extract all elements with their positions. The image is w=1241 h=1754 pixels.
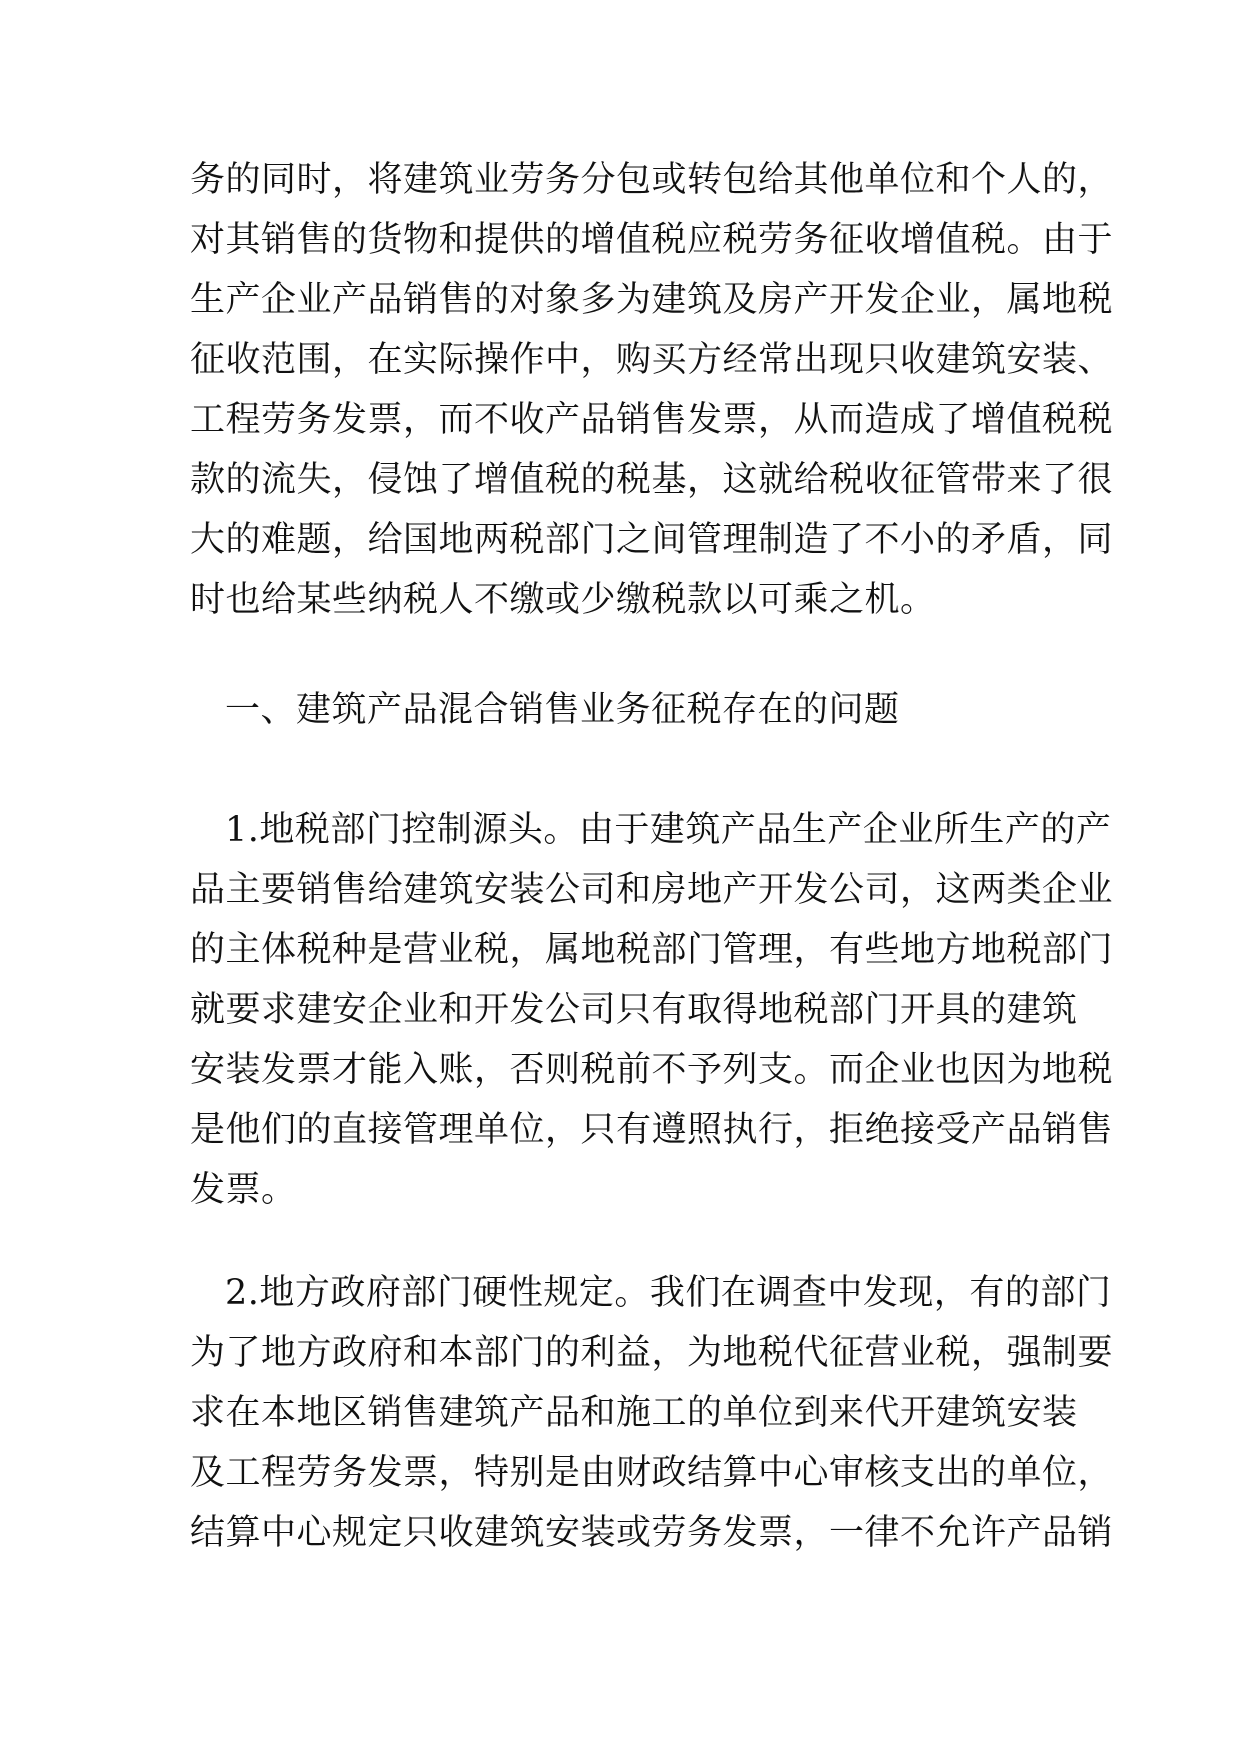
text-line: 的主体税种是营业税，属地税部门管理，有些地方地税部门 xyxy=(190,930,1114,970)
text-line: 求在本地区销售建筑产品和施工的单位到来代开建筑安装 xyxy=(190,1393,1078,1433)
paragraph-item-1 xyxy=(190,800,1114,1220)
text-line: 务的同时，将建筑业劳务分包或转包给其他单位和个人的， xyxy=(190,160,1114,200)
text-line: 品主要销售给建筑安装公司和房地产开发公司，这两类企业 xyxy=(190,870,1114,910)
heading-line: 一、建筑产品混合销售业务征税存在的问题 xyxy=(225,690,900,730)
text-line: 时也给某些纳税人不缴或少缴税款以可乘之机。 xyxy=(190,580,936,620)
text-line: 安装发票才能入账，否则税前不予列支。而企业也因为地税 xyxy=(190,1050,1114,1090)
text-line: 结算中心规定只收建筑安装或劳务发票，一律不允许产品销 xyxy=(190,1513,1114,1553)
paragraph-item-2 xyxy=(190,1263,1114,1563)
text-line: 1.地税部门控制源头。由于建筑产品生产企业所生产的产 xyxy=(225,810,1112,850)
text-line: 2.地方政府部门硬性规定。我们在调查中发现，有的部门 xyxy=(225,1273,1112,1313)
text-line: 对其销售的货物和提供的增值税应税劳务征收增值税。由于 xyxy=(190,220,1114,260)
text-line: 征收范围，在实际操作中，购买方经常出现只收建筑安装、 xyxy=(190,340,1114,380)
text-line: 就要求建安企业和开发公司只有取得地税部门开具的建筑 xyxy=(190,990,1078,1030)
text-line: 发票。 xyxy=(190,1170,297,1210)
text-line: 及工程劳务发票，特别是由财政结算中心审核支出的单位， xyxy=(190,1453,1114,1493)
text-line: 款的流失，侵蚀了增值税的税基，这就给税收征管带来了很 xyxy=(190,460,1114,500)
text-line: 生产企业产品销售的对象多为建筑及房产开发企业，属地税 xyxy=(190,280,1114,320)
paragraph-intro xyxy=(190,150,1114,630)
text-line: 为了地方政府和本部门的利益，为地税代征营业税，强制要 xyxy=(190,1333,1114,1373)
section-heading xyxy=(190,680,1062,740)
text-line: 大的难题，给国地两税部门之间管理制造了不小的矛盾，同 xyxy=(190,520,1114,560)
text-line: 是他们的直接管理单位，只有遵照执行，拒绝接受产品销售 xyxy=(190,1110,1114,1150)
text-line: 工程劳务发票，而不收产品销售发票，从而造成了增值税税 xyxy=(190,400,1114,440)
